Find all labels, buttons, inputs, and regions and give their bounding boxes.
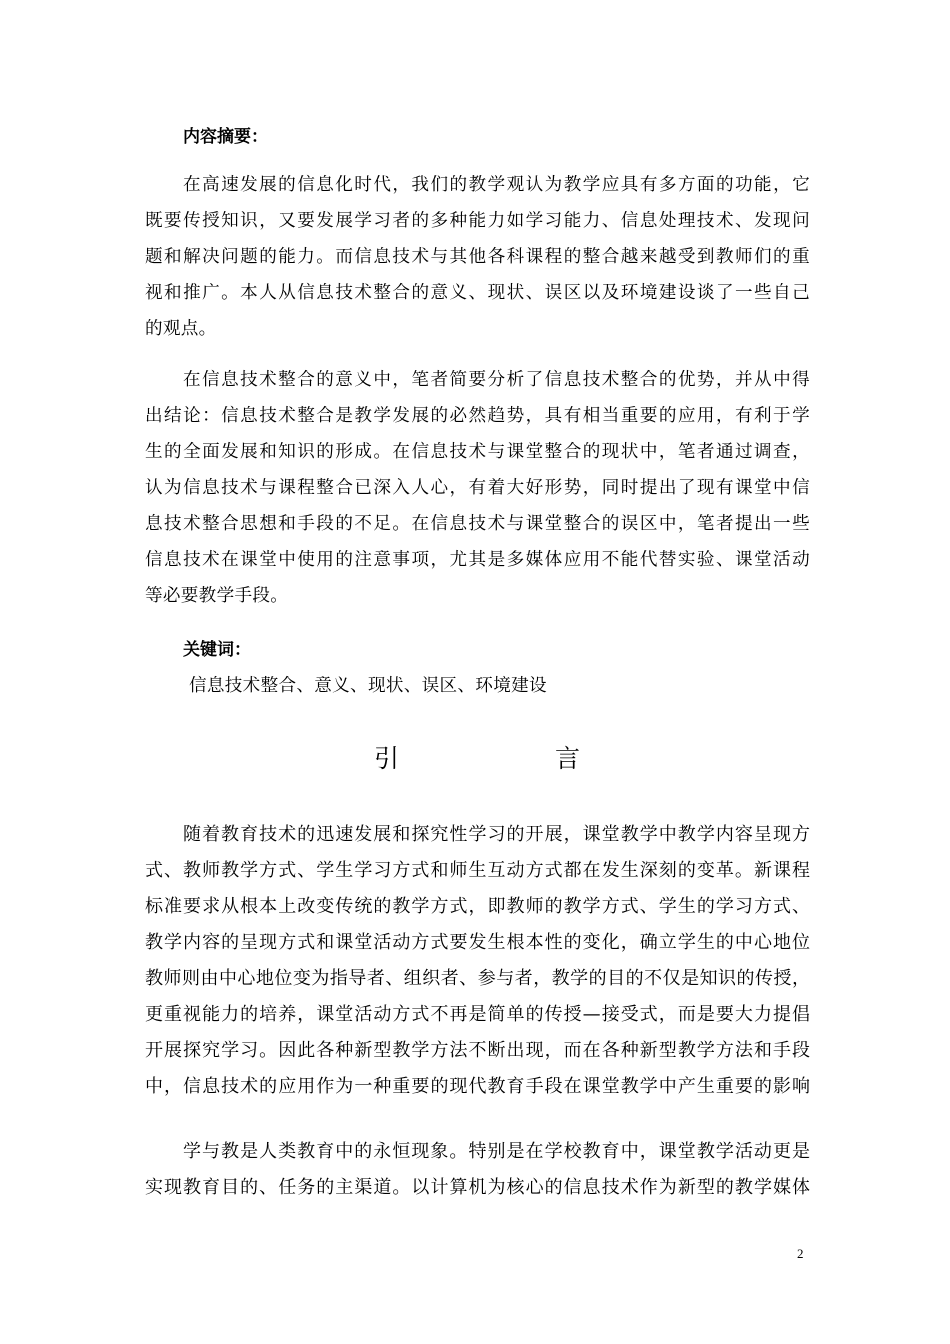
keywords-heading: 关键词： xyxy=(183,640,251,660)
text-line: 在信息技术整合的意义中，笔者简要分析了信息技术整合的优势，并从中得 xyxy=(183,370,810,390)
text-line: 实现教育目的、任务的主渠道。以计算机为核心的信息技术作为新型的教学媒体 xyxy=(145,1177,810,1198)
text-line: 学与教是人类教育中的永恒现象。特别是在学校教育中，课堂教学活动更是 xyxy=(183,1141,810,1162)
text-line: 标准要求从根本上改变传统的教学方式，即教师的教学方式、学生的学习方式、 xyxy=(145,896,810,917)
page-number: 2 xyxy=(797,1246,804,1261)
text-line: 生的全面发展和知识的形成。在信息技术与课堂整合的现状中，笔者通过调查， xyxy=(145,442,810,462)
text-line: 息技术整合思想和手段的不足。在信息技术与课堂整合的误区中，笔者提出一些 xyxy=(145,514,810,534)
text-line: 教师则由中心地位变为指导者、组织者、参与者，教学的目的不仅是知识的传授， xyxy=(145,968,810,989)
text-line: 式、教师教学方式、学生学习方式和师生互动方式都在发生深刻的变革。新课程 xyxy=(145,860,810,881)
introduction-title-char: 引 xyxy=(374,744,400,773)
text-line: 等必要教学手段。 xyxy=(145,586,289,606)
abstract-paragraph-1 xyxy=(145,167,810,347)
text-line: 中，信息技术的应用作为一种重要的现代教育手段在课堂教学中产生重要的影响 xyxy=(145,1076,810,1097)
text-line: 认为信息技术与课程整合已深入人心，有着大好形势，同时提出了现有课堂中信 xyxy=(145,478,810,498)
text-line: 更重视能力的培养，课堂活动方式不再是简单的传授—接受式，而是要大力提倡 xyxy=(145,1004,810,1025)
text-line: 信息技术在课堂中使用的注意事项，尤其是多媒体应用不能代替实验、课堂活动 xyxy=(145,550,810,570)
text-line: 教学内容的呈现方式和课堂活动方式要发生根本性的变化，确立学生的中心地位 xyxy=(145,932,810,953)
text-line: 视和推广。本人从信息技术整合的意义、现状、误区以及环境建设谈了一些自己 xyxy=(145,283,810,303)
text-line: 随着教育技术的迅速发展和探究性学习的开展，课堂教学中教学内容呈现方 xyxy=(183,824,810,845)
text-line: 既要传授知识，又要发展学习者的多种能力如学习能力、信息处理技术、发现问 xyxy=(145,211,810,231)
abstract-paragraph-2 xyxy=(145,362,810,614)
abstract-heading: 内容摘要： xyxy=(183,127,268,147)
introduction-title-char: 言 xyxy=(554,744,580,773)
introduction-title xyxy=(374,744,580,774)
text-line: 开展探究学习。因此各种新型教学方法不断出现，而在各种新型教学方法和手段 xyxy=(145,1040,810,1061)
text-line: 在高速发展的信息化时代，我们的教学观认为教学应具有多方面的功能，它 xyxy=(183,175,810,195)
text-line: 出结论：信息技术整合是教学发展的必然趋势，具有相当重要的应用，有利于学 xyxy=(145,406,810,426)
keywords-text: 信息技术整合、意义、现状、误区、环境建设 xyxy=(189,676,547,696)
text-line: 的观点。 xyxy=(145,319,217,339)
introduction-paragraph-2 xyxy=(145,1134,810,1206)
introduction-paragraph-1 xyxy=(145,817,810,1105)
text-line: 题和解决问题的能力。而信息技术与其他各科课程的整合越来越受到教师们的重 xyxy=(145,247,810,267)
